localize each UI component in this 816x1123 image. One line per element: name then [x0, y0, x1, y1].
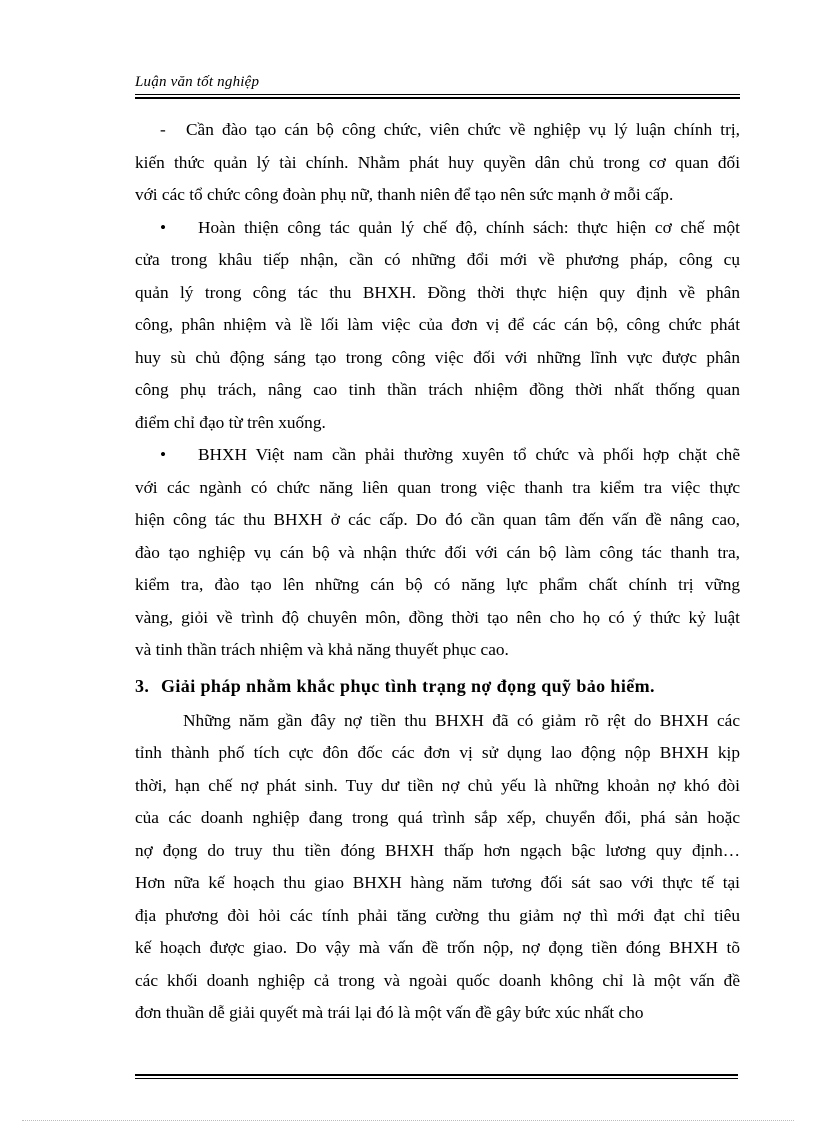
line-text: và tinh thần trách nhiệm và khả năng thuyết phục cao.: [135, 640, 509, 659]
text-line: [135, 705, 740, 738]
running-header: Luận văn tốt nghiệp: [135, 74, 260, 90]
line-text: kế hoạch được giao. Do vậy mà vấn đề trốn nộp, nợ đọng tiền đóng BHXH tõ: [135, 938, 740, 957]
line-text: công phụ trách, nâng cao tinh thần trách nhiệm đồng thời nhất thống quan: [135, 380, 740, 399]
section-heading: [135, 667, 740, 705]
text-line: [135, 537, 740, 570]
text-line: [135, 900, 740, 933]
text-line: [135, 309, 740, 342]
line-text: vàng, giỏi về trình độ chuyên môn, đồng thời tạo nên cho họ có ý thức kỷ luật: [135, 607, 740, 627]
line-text: kiểm tra, đào tạo lên những cán bộ có năng lực phẩm chất chính trị vững: [135, 575, 740, 594]
line-text: BHXH Việt nam cần phải thường xuyên tổ chức và phối hợp chặt chẽ: [198, 445, 740, 464]
section-number: 3.: [135, 675, 150, 696]
line-text: của các doanh nghiệp đang trong quá trình sắp xếp, chuyển đổi, phá sản hoặc: [135, 808, 740, 827]
line-text: Cần đào tạo cán bộ công chức, viên chức về nghiệp vụ lý luận chính trị,: [186, 120, 740, 139]
text-line: [135, 374, 740, 407]
line-text: nợ đọng do truy thu tiền đóng BHXH thấp hơn ngạch bậc lương quy định…: [135, 840, 740, 860]
bullet-block: [135, 439, 740, 667]
text-line: [135, 472, 740, 505]
line-text: điểm chỉ đạo từ trên xuống.: [135, 412, 326, 432]
text-line: [135, 634, 740, 667]
paragraph-block: [135, 705, 740, 1030]
line-text: đơn thuần dễ giải quyết mà trái lại đó là một vấn đề gây bức xúc nhất cho: [135, 1003, 644, 1022]
line-text: Giải pháp nhằm khắc phục tình trạng nợ đọng quỹ bảo hiểm.: [161, 675, 655, 696]
line-text: Hoàn thiện công tác quản lý chế độ, chính sách: thực hiện cơ chế một: [198, 217, 740, 237]
line-text: Những năm gần đây nợ tiền thu BHXH đã có giảm rõ rệt do BHXH các: [183, 710, 740, 730]
text-line: [135, 504, 740, 537]
dash-block: [135, 114, 740, 212]
text-line: [135, 770, 740, 803]
dash-marker: -: [160, 120, 166, 139]
heading-block: [135, 667, 740, 705]
line-text: đào tạo nghiệp vụ cán bộ và nhận thức đối với cán bộ làm công tác thanh tra,: [135, 542, 740, 562]
line-text: quản lý trong công tác thu BHXH. Đồng thời thực hiện quy định về phân: [135, 282, 740, 302]
text-line: [135, 737, 740, 770]
bullet-icon: •: [160, 445, 167, 464]
text-line: [135, 277, 740, 310]
text-line: [135, 407, 740, 440]
text-line: [135, 867, 740, 900]
footer-rule-thin: [135, 1078, 738, 1079]
line-text: huy sù chủ động sáng tạo trong công việc đối với những lĩnh vực được phân: [135, 347, 740, 367]
line-text: với các tổ chức công đoàn phụ nữ, thanh niên để tạo nên sức mạnh ở mỗi cấp.: [135, 185, 674, 204]
text-line: [135, 569, 740, 602]
bullet-block: [135, 212, 740, 440]
text-line: [135, 965, 740, 998]
line-text: tỉnh thành phố tích cực đôn đốc các đơn vị sử dụng lao động nộp BHXH kịp: [135, 743, 740, 762]
text-line: [135, 997, 740, 1030]
footer-rule-thick: [135, 1074, 738, 1076]
text-line: [135, 147, 740, 180]
line-text: công, phân nhiệm và lề lối làm việc của đơn vị để các cán bộ, công chức phát: [135, 315, 740, 334]
text-line: [135, 212, 740, 245]
text-line: [135, 802, 740, 835]
line-text: hiện công tác thu BHXH ở các cấp. Do đó cần quan tâm đến vấn đề nâng cao,: [135, 510, 740, 529]
line-text: thời, hạn chế nợ phát sinh. Tuy dư tiền nợ chủ yếu là những khoản nợ khó đòi: [135, 775, 740, 795]
text-line: [135, 342, 740, 375]
text-line: [135, 602, 740, 635]
line-text: địa phương đòi hỏi các tính phải tăng cường thu giảm nợ thì mới đạt chỉ tiêu: [135, 905, 740, 925]
bullet-icon: •: [160, 217, 167, 237]
text-line: [135, 244, 740, 277]
body-text: [135, 114, 740, 1030]
page-edge: [22, 1120, 794, 1121]
line-text: các khối doanh nghiệp cả trong và ngoài quốc doanh không chỉ là một vấn đề: [135, 970, 740, 990]
text-line: [135, 114, 740, 147]
text-line: [135, 932, 740, 965]
line-text: kiến thức quản lý tài chính. Nhằm phát huy quyền dân chủ trong cơ quan đối: [135, 152, 740, 172]
line-text: Hơn nữa kế hoạch thu giao BHXH hàng năm tương đối sát sao với thực tế tại: [135, 873, 740, 892]
text-line: [135, 439, 740, 472]
header-rule-thick: [135, 97, 740, 99]
line-text: với các ngành có chức năng liên quan trong việc thanh tra kiểm tra việc thực: [135, 477, 740, 497]
text-line: [135, 179, 740, 212]
line-text: cửa trong khâu tiếp nhận, cần có những đổi mới về phương pháp, công cụ: [135, 250, 740, 269]
header-rule-thin: [135, 94, 740, 95]
text-line: [135, 835, 740, 868]
